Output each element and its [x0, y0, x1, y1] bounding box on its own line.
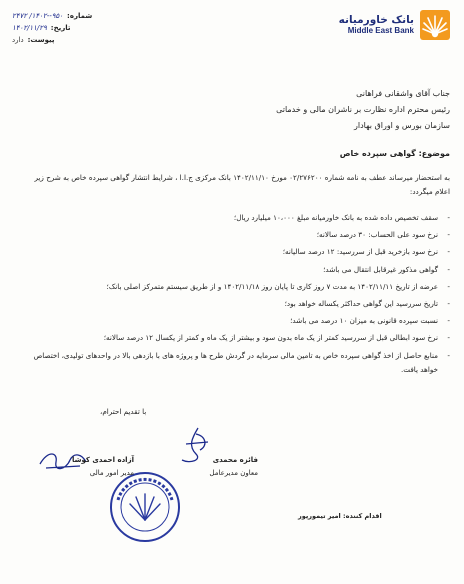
- list-item: - نرخ سود علی الحساب: ۳۰ درصد سالانه؛: [18, 228, 450, 242]
- signature-left: [44, 454, 134, 480]
- list-item: - منابع حاصل از اخذ گواهی سپرده خاص به تامین مالی سرمایه در گردش طرح ها و پروژه های با بازدهی بالا در واحدهای تولیدی، اختصاص خواهد یافت.: [18, 349, 450, 377]
- signer-mid-title: معاون مدیرعامل: [209, 469, 258, 477]
- meta-number: [12, 10, 162, 22]
- number-label: شماره:: [67, 12, 93, 20]
- bank-seal-stamp-icon: [108, 470, 182, 544]
- date-label: تاریخ:: [50, 24, 71, 32]
- addressee-name: جناب آقای واشقانی فراهانی: [356, 89, 450, 98]
- signer-left-name: آزاده احمدی کوشا: [72, 456, 134, 464]
- letter-meta: [12, 10, 162, 46]
- list-item: - گواهی مذکور غیرقابل انتقال می باشد؛: [18, 263, 450, 277]
- bank-logo: [339, 10, 450, 40]
- list-item: - نسبت سپرده قانونی به میزان ۱۰ درصد می باشد؛: [18, 314, 450, 328]
- signer-mid-name: فائزه محمدی: [212, 456, 258, 464]
- date-value: ۱۴۰۲/۱۱/۲۹: [12, 24, 47, 32]
- signature-mid: [178, 454, 258, 480]
- bank-name-en: Middle East Bank: [347, 26, 414, 36]
- list-item: - نرخ سود ابطالی قبل از سررسید کمتر از یک ماه بدون سود و بیشتر از یک ماه و کمتر از یکسال ۱۲ درصد سالانه؛: [18, 331, 450, 345]
- signer-left-title: مدیر امور مالی: [89, 469, 134, 477]
- addressee-title: رئیس محترم اداره نظارت بر ناشران مالی و خدماتی: [276, 105, 450, 114]
- terms-list: [18, 211, 450, 380]
- number-value: ۹۵۰--۱۴۰۲/ ۲۴۷۲: [12, 12, 64, 20]
- meta-date: [12, 22, 162, 34]
- attachment-label: پیوست:: [27, 36, 55, 44]
- bank-name-fa: بانک خاورمیانه: [338, 14, 414, 27]
- action-note: اقدام کننده: امیر تیمورپور: [298, 512, 382, 520]
- closing-line: با تقدیم احترام،: [100, 407, 147, 416]
- list-item: - نرخ سود بازخرید قبل از سررسید: ۱۲ درصد سالیانه؛: [18, 245, 450, 259]
- list-item: - تاریخ سررسید این گواهی حداکثر یکساله خواهد بود؛: [18, 297, 450, 311]
- meta-attachment: [12, 34, 162, 46]
- addressee-block: [150, 86, 450, 134]
- addressee-org: سازمان بورس و اوراق بهادار: [353, 121, 450, 130]
- letter-subject: موضوع: گواهی سپرده خاص: [339, 149, 450, 158]
- sunburst-logo-icon: [420, 10, 450, 40]
- bank-logo-text: [339, 14, 414, 35]
- list-item: - سقف تخصیص داده شده به بانک خاورمیانه مبلغ ۱۰،۰۰۰ میلیارد ریال؛: [18, 211, 450, 225]
- letter-intro: به استحضار میرساند عطف به نامه شماره ۰۲/۲۷۶۲۰۰ مورخ ۱۴۰۲/۱۱/۱۰ بانک مرکزی ج.ا.ا ، شرایط انتشار گواهی سپرده خاص به شرح زیر اعلام میگردد:: [34, 173, 450, 196]
- list-item: - عرضه از تاریخ ۱۴۰۲/۱۱/۱۱ به مدت ۷ روز کاری تا پایان روز ۱۴۰۲/۱۱/۱۸ و از طریق سیستم متمرکز اصلی بانک؛: [18, 280, 450, 294]
- attachment-value: دارد: [12, 36, 24, 44]
